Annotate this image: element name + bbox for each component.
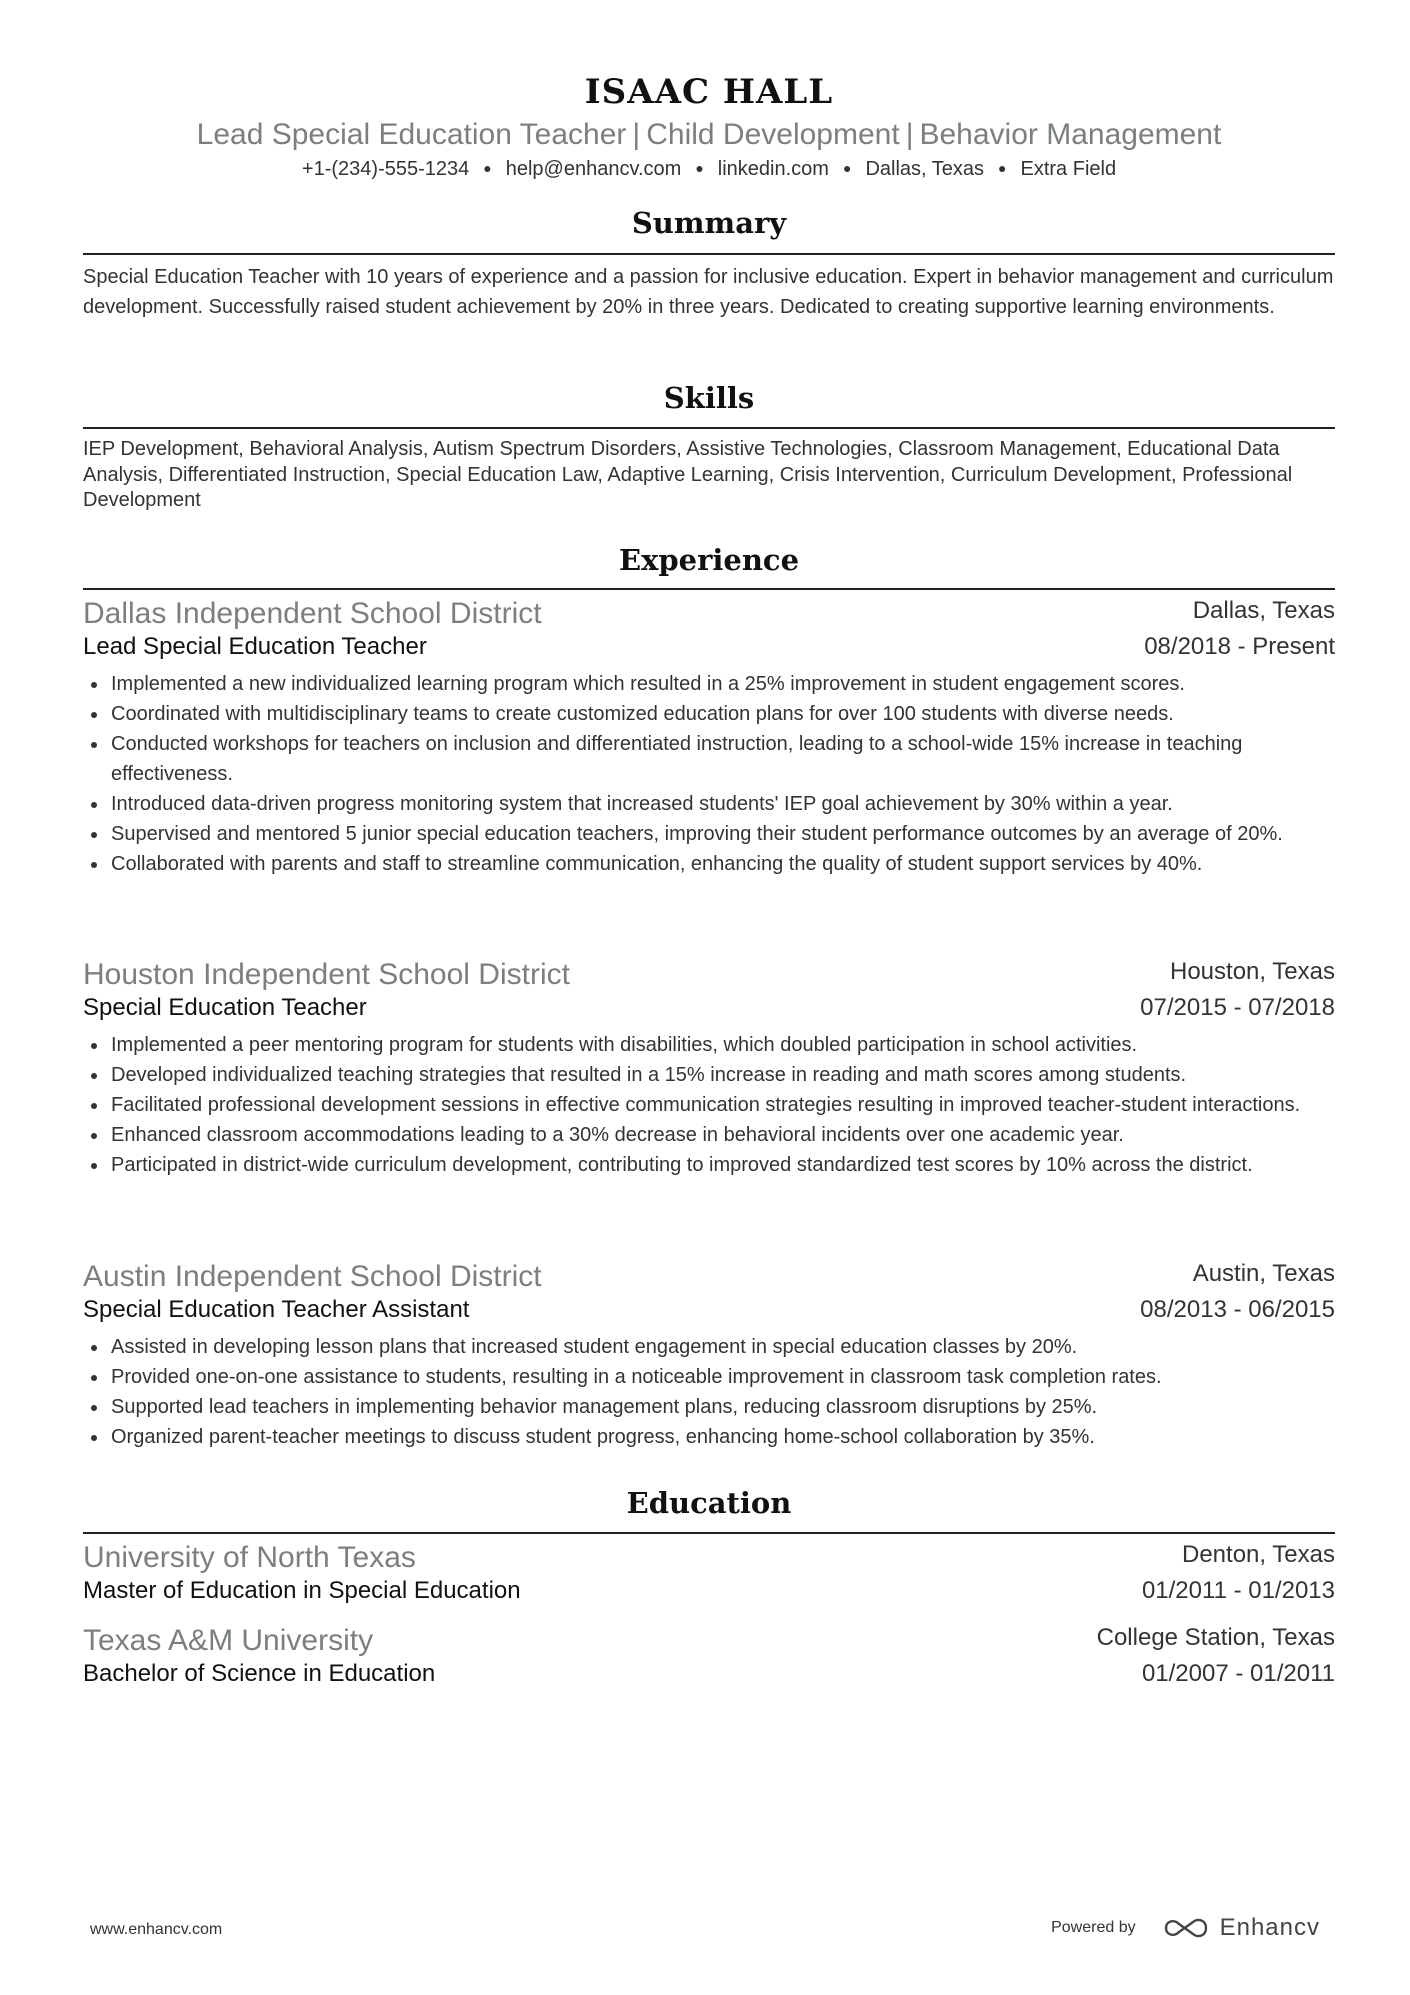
powered-by-label: Powered by	[1051, 1919, 1136, 1936]
linkedin-link[interactable]: linkedin.com	[717, 158, 829, 180]
email-link[interactable]: help@enhancv.com	[505, 158, 682, 180]
entry-subheader	[83, 1296, 1335, 1332]
education-dates: 01/2007 - 01/2011	[1141, 1660, 1335, 1687]
entry-header	[83, 1541, 1335, 1577]
achievement-item: Provided one-on-one assistance to students, resulting in a noticeable improvement in classroom task completion rates.	[83, 1362, 1335, 1392]
entry-header	[83, 1624, 1335, 1660]
summary-heading: Summary	[631, 206, 787, 240]
achievement-item: Collaborated with parents and staff to streamline communication, enhancing the quality of student support services by 40%.	[83, 849, 1335, 879]
headline-separator: |	[632, 118, 641, 151]
employer-location: Houston, Texas	[1170, 958, 1335, 985]
achievement-item: Conducted workshops for teachers on inclusion and differentiated instruction, leading to a school-wide 15% increase in teaching effectiveness.	[83, 729, 1335, 789]
job-title: Special Education Teacher Assistant	[83, 1296, 470, 1323]
experience-entry	[83, 958, 1335, 1180]
employer-name: Dallas Independent School District	[83, 597, 542, 630]
achievement-item: Coordinated with multidisciplinary teams to create customized education plans for over 100 students with diverse needs.	[83, 699, 1335, 729]
school-location: Denton, Texas	[1182, 1541, 1335, 1568]
headline	[83, 118, 1335, 152]
bullet-dot-icon: ●	[695, 160, 704, 176]
employer-name: Houston Independent School District	[83, 958, 570, 991]
education-entry	[83, 1541, 1335, 1613]
bullet-dot-icon: ●	[842, 160, 852, 176]
achievement-item: Developed individualized teaching strategies that resulted in a 15% increase in reading and math scores among students.	[83, 1060, 1335, 1090]
achievement-item: Supervised and mentored 5 junior special education teachers, improving their student performance outcomes by an average of 20%.	[83, 819, 1335, 849]
bullet-dot-icon: ●	[483, 160, 492, 176]
headline-item: Child Development	[646, 118, 900, 151]
job-title: Lead Special Education Teacher	[83, 633, 427, 660]
enhancv-logo-icon	[1162, 1916, 1210, 1940]
phone: +1-(234)-555-1234	[301, 158, 470, 180]
brand-name: Enhancv	[1219, 1914, 1320, 1941]
candidate-name: ISAAC HALL	[584, 72, 834, 112]
entry-header	[83, 958, 1335, 994]
bullet-dot-icon: ●	[998, 160, 1007, 176]
entry-subheader	[83, 994, 1335, 1030]
achievement-item: Supported lead teachers in implementing behavior management plans, reducing classroom disruptions by 25%.	[83, 1392, 1335, 1422]
achievement-item: Implemented a new individualized learning program which resulted in a 25% improvement in student engagement scores.	[83, 669, 1335, 699]
education-dates: 01/2011 - 01/2013	[1141, 1577, 1335, 1604]
contact-line	[83, 158, 1335, 181]
achievement-item: Assisted in developing lesson plans that increased student engagement in special education classes by 20%.	[83, 1332, 1335, 1362]
skills-text: IEP Development, Behavioral Analysis, Autism Spectrum Disorders, Assistive Technologies, Classroom Management, Educational Data Analysis, Differentiated Instruction, Special Education Law, Adaptive Learning, Crisis Intervention, Curriculum Development, Professional Development	[83, 438, 1293, 511]
school-location: College Station, Texas	[1096, 1624, 1335, 1651]
achievement-item: Organized parent-teacher meetings to discuss student progress, enhancing home-school collaboration by 35%.	[83, 1422, 1335, 1452]
education-heading: Education	[626, 1486, 792, 1520]
entry-header	[83, 1260, 1335, 1296]
footer-branding[interactable]	[1051, 1910, 1320, 1946]
education-entry	[83, 1624, 1335, 1696]
location: Dallas, Texas	[865, 158, 985, 180]
achievement-list	[83, 1030, 1335, 1180]
footer-website-link[interactable]: www.enhancv.com	[90, 1921, 223, 1938]
entry-header	[83, 597, 1335, 633]
job-title: Special Education Teacher	[83, 994, 367, 1021]
experience-heading: Experience	[618, 543, 800, 577]
entry-subheader	[83, 633, 1335, 669]
achievement-item: Enhanced classroom accommodations leading to a 30% decrease in behavioral incidents over one academic year.	[83, 1120, 1335, 1150]
extra-field: Extra Field	[1020, 158, 1117, 180]
employer-name: Austin Independent School District	[83, 1260, 542, 1293]
headline-item: Lead Special Education Teacher	[196, 118, 627, 151]
experience-entry	[83, 597, 1335, 879]
employer-location: Dallas, Texas	[1192, 597, 1335, 624]
school-name: University of North Texas	[83, 1541, 416, 1574]
achievement-list	[83, 669, 1335, 879]
school-name: Texas A&M University	[83, 1624, 374, 1657]
job-dates: 08/2018 - Present	[1144, 633, 1335, 660]
entry-subheader	[83, 1577, 1335, 1613]
degree: Master of Education in Special Education	[83, 1577, 521, 1604]
achievement-item: Implemented a peer mentoring program for students with disabilities, which doubled participation in school activities.	[83, 1030, 1335, 1060]
summary-text: Special Education Teacher with 10 years of experience and a passion for inclusive education. Expert in behavior management and curriculum development. Successfully raised student achievement by 20% in three years. Dedicated to creating supportive learning environments.	[83, 266, 1334, 318]
achievement-item: Participated in district-wide curriculum development, contributing to improved standardized test scores by 10% across the district.	[83, 1150, 1335, 1180]
section-divider	[83, 588, 1335, 590]
entry-subheader	[83, 1660, 1335, 1696]
achievement-item: Facilitated professional development sessions in effective communication strategies resulting in improved teacher-student interactions.	[83, 1090, 1335, 1120]
job-dates: 07/2015 - 07/2018	[1140, 994, 1335, 1021]
headline-separator: |	[905, 118, 914, 151]
achievement-item: Introduced data-driven progress monitoring system that increased students' IEP goal achievement by 30% within a year.	[83, 789, 1335, 819]
section-divider	[83, 1532, 1335, 1534]
job-dates: 08/2013 - 06/2015	[1140, 1296, 1335, 1323]
employer-location: Austin, Texas	[1192, 1260, 1335, 1287]
headline-item: Behavior Management	[919, 118, 1222, 151]
experience-entry	[83, 1260, 1335, 1452]
degree: Bachelor of Science in Education	[83, 1660, 436, 1687]
skills-heading: Skills	[663, 381, 755, 415]
section-divider	[83, 253, 1335, 255]
section-divider	[83, 427, 1335, 429]
achievement-list	[83, 1332, 1335, 1452]
